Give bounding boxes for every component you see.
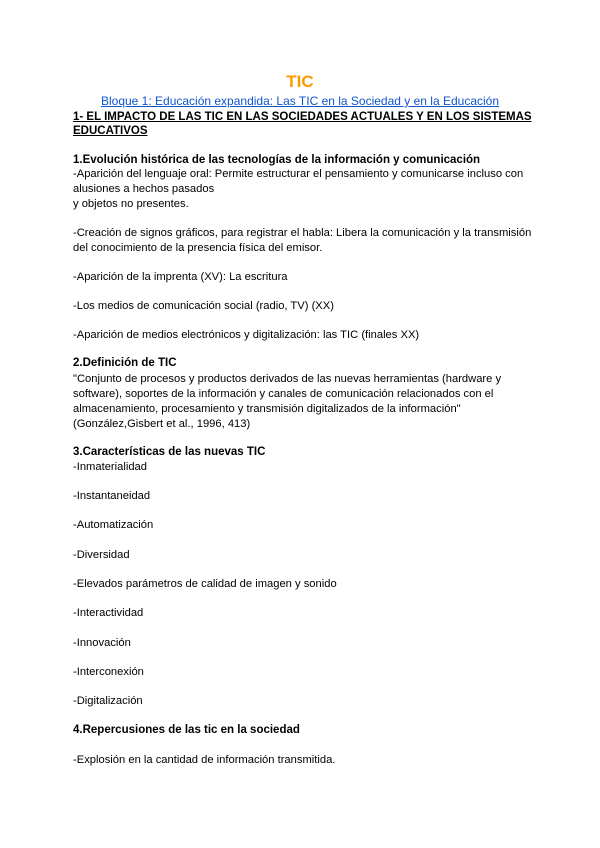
section-1-paragraph: -Los medios de comunicación social (radio, TV) (XX) xyxy=(73,300,334,312)
list-item: -Diversidad xyxy=(73,549,130,561)
list-item: -Digitalización xyxy=(73,695,143,707)
section-2-citation: (González,Gisbert et al., 1996, 413) xyxy=(73,418,251,430)
section-1-paragraph: -Aparición del lenguaje oral: Permite estructurar el pensamiento y comunicarse incluso con alusiones a hechos pasados xyxy=(73,168,524,195)
section-2-quote: "Conjunto de procesos y productos derivados de las nuevas herramientas (hardware y software), soportes de la información y canales de comunicación relacionados con el almacenamiento, procesamiento y transmisión digitalizados de la información" xyxy=(73,373,502,415)
document-title: TIC xyxy=(286,72,314,91)
list-item: -Innovación xyxy=(73,637,131,649)
list-item: -Interconexión xyxy=(73,666,144,678)
section-2-title: 2.Definición de TIC xyxy=(73,357,177,369)
section-4-title: 4.Repercusiones de las tic en la sociedad xyxy=(73,724,300,736)
section-1-paragraph: y objetos no presentes. xyxy=(73,198,189,210)
section-4-paragraph: -Explosión en la cantidad de información transmitida. xyxy=(73,754,336,766)
section-3-title: 3.Características de las nuevas TIC xyxy=(73,446,266,458)
main-heading: 1- EL IMPACTO DE LAS TIC EN LAS SOCIEDADES ACTUALES Y EN LOS SISTEMAS EDUCATIVOS xyxy=(73,111,532,137)
list-item: -Inmaterialidad xyxy=(73,461,147,473)
list-item: -Automatización xyxy=(73,519,154,531)
section-1-paragraph: -Creación de signos gráficos, para registrar el habla: Libera la comunicación y la transmisión del conocimiento de la presencia física del emisor. xyxy=(73,227,532,254)
list-item: -Interactividad xyxy=(73,607,144,619)
list-item: -Instantaneidad xyxy=(73,490,151,502)
block-link[interactable]: Bloque 1: Educación expandida: Las TIC en la Sociedad y en la Educación xyxy=(100,94,500,108)
section-1-title: 1.Evolución histórica de las tecnologías de la información y comunicación xyxy=(73,154,481,166)
section-1-paragraph: -Aparición de medios electrónicos y digitalización: las TIC (finales XX) xyxy=(73,329,420,341)
list-item: -Elevados parámetros de calidad de imagen y sonido xyxy=(73,578,337,590)
section-1-paragraph: -Aparición de la imprenta (XV): La escritura xyxy=(73,271,288,283)
